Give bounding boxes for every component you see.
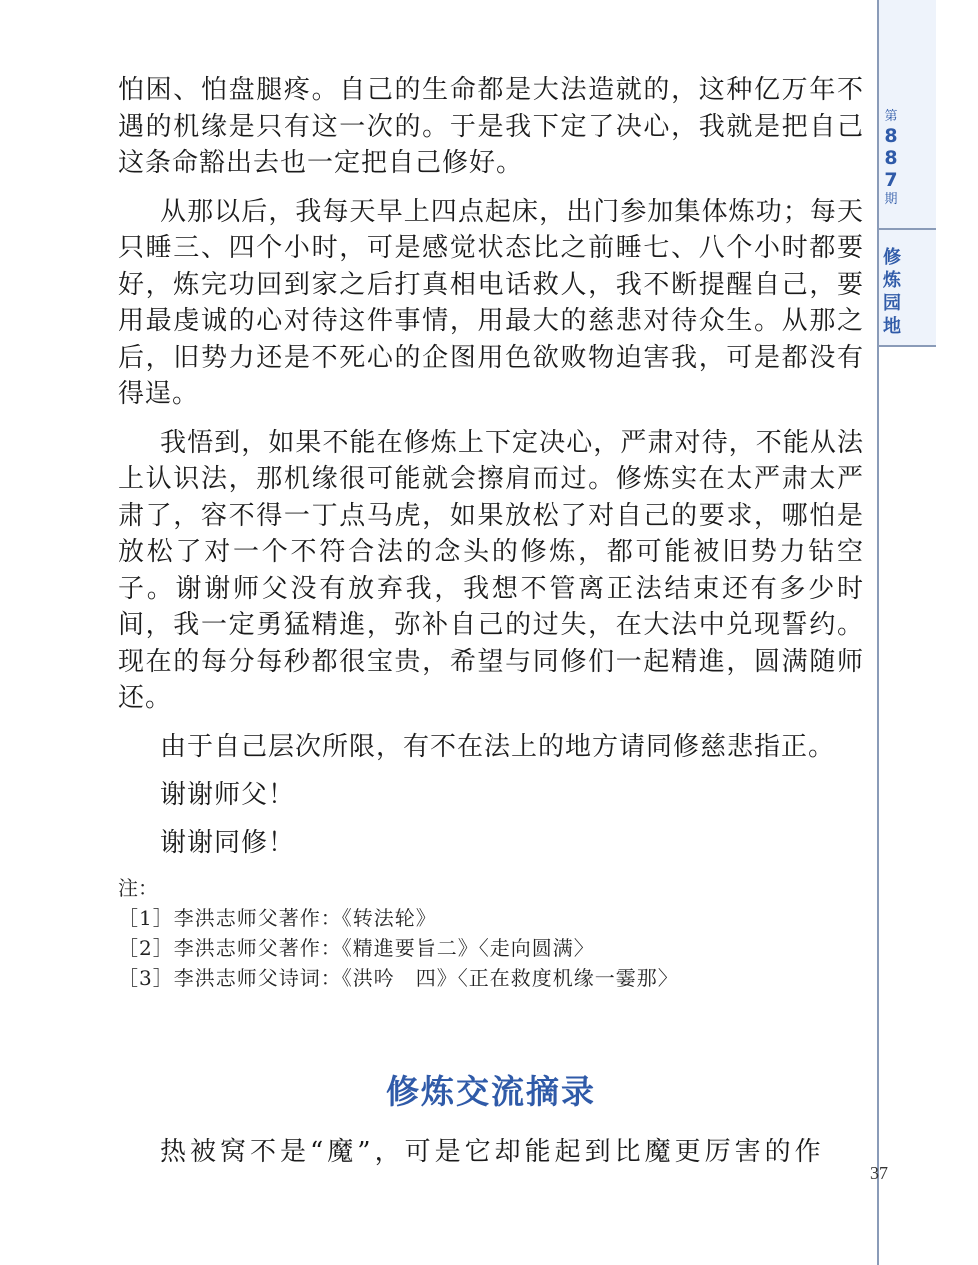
issue-prefix: 第 (884, 109, 898, 124)
issue-number (879, 108, 903, 208)
note-item: ［1］李洪志师父著作：《转法轮》 (118, 906, 437, 930)
issue-digit: 7 (884, 169, 898, 191)
paragraph: 从那以后，我每天早上四点起床，出门参加集体炼功；每天只睡三、四个小时，可是感觉状态比之前睡七、八个小时都要好，炼完功回到家之后打真相电话救人，我不断提醒自己，要用最虔诚的心对待这件事情，用最大的慈悲对待众生。从那之后，旧势力还是不死心的企图用色欲败物迫害我，可是都没有得逞。 (118, 196, 864, 409)
section-title: 修炼交流摘录 (386, 1072, 596, 1111)
page-number: 37 (870, 1163, 888, 1183)
column-char: 园 (883, 293, 901, 314)
note-item: ［3］李洪志师父诗词：《洪吟 四》〈正在救度机缘一霎那〉 (118, 966, 679, 990)
bottom-rule (877, 1195, 879, 1265)
issue-digit: 8 (884, 125, 898, 147)
notes-label: 注： (118, 876, 158, 900)
issue-digit: 8 (884, 147, 898, 169)
notes (118, 873, 864, 993)
issue-suffix: 期 (884, 192, 898, 207)
paragraph: 怕困、怕盘腿疼。自己的生命都是大法造就的，这种亿万年不遇的机缘是只有这一次的。于是我下定了决心，我就是把自己这条命豁出去也一定把自己修好。 (118, 75, 864, 178)
closing-line: 谢谢师父！ (160, 780, 296, 810)
issue-divider (879, 228, 936, 230)
paragraph: 我悟到，如果不能在修炼上下定决心，严肃对待，不能从法上认识法，那机缘很可能就会擦肩而过。修炼实在太严肃太严肃了，容不得一丁点马虎，如果放松了对自己的要求，哪怕是放松了对一个不符合法的念头的修炼，都可能被旧势力钻空子。谢谢师父没有放弃我，我想不管离正法结束还有多少时间，我一定勇猛精進，弥补自己的过失，在大法中兑现誓约。现在的每分每秒都很宝贵，希望与同修们一起精進，圆满随师还。 (118, 427, 864, 713)
paragraph: 由于自己层次所限，有不在法上的地方请同修慈悲指正。 (160, 731, 836, 762)
closing-line: 谢谢同修！ (160, 828, 296, 858)
column-char: 修 (883, 247, 901, 268)
column-title (879, 246, 905, 338)
note-item: ［2］李洪志师父著作：《精進要旨二》〈走向圆满〉 (118, 936, 595, 960)
article-body (118, 72, 864, 993)
next-article-text: 热被窝不是“魔”，可是它却能起到比魔更厉害的作 (160, 1137, 825, 1167)
column-char: 地 (883, 316, 901, 337)
column-char: 炼 (883, 270, 901, 291)
